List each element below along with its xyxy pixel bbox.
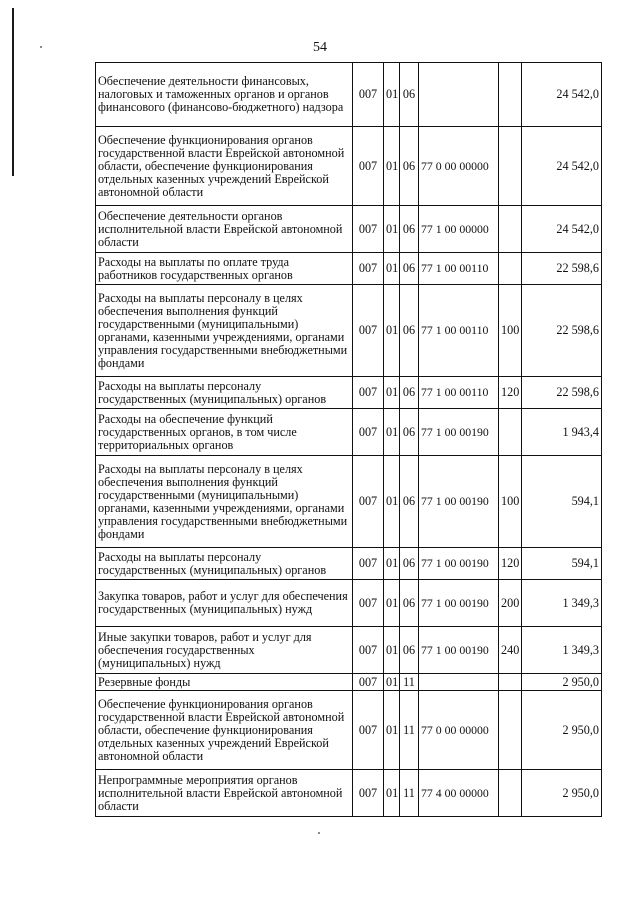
row-amount: 22 598,6 (522, 253, 602, 285)
row-name: Резервные фонды (96, 674, 353, 691)
row-expense-type (499, 674, 522, 691)
row-section-code: 01 (384, 548, 400, 580)
row-grbs-code: 007 (353, 63, 384, 127)
row-expense-type: 120 (499, 548, 522, 580)
row-target-article: 77 0 00 00000 (419, 127, 499, 206)
row-name: Обеспечение функционирования органов государственной власти Еврейской автономной области, обеспечение функционирования отдельных казенных учреждений Еврейской автономной области (96, 127, 353, 206)
row-subsection-code: 06 (400, 127, 419, 206)
budget-table (95, 62, 602, 817)
row-target-article: 77 1 00 00190 (419, 548, 499, 580)
row-section-code: 01 (384, 63, 400, 127)
row-name: Закупка товаров, работ и услуг для обеспечения государственных (муниципальных) нужд (96, 580, 353, 627)
row-amount: 594,1 (522, 456, 602, 548)
row-section-code: 01 (384, 770, 400, 817)
row-expense-type (499, 206, 522, 253)
table-row (96, 253, 602, 285)
table-row (96, 580, 602, 627)
table-row (96, 285, 602, 377)
table-row (96, 206, 602, 253)
row-amount: 1 943,4 (522, 409, 602, 456)
row-name: Расходы на обеспечение функций государственных органов, в том числе территориальных органов (96, 409, 353, 456)
row-subsection-code: 06 (400, 63, 419, 127)
row-name: Непрограммные мероприятия органов исполнительной власти Еврейской автономной области (96, 770, 353, 817)
row-grbs-code: 007 (353, 770, 384, 817)
row-grbs-code: 007 (353, 691, 384, 770)
row-amount: 24 542,0 (522, 63, 602, 127)
row-grbs-code: 007 (353, 548, 384, 580)
margin-line (12, 8, 14, 176)
row-grbs-code: 007 (353, 206, 384, 253)
row-subsection-code: 11 (400, 691, 419, 770)
row-name: Расходы на выплаты по оплате труда работников государственных органов (96, 253, 353, 285)
row-expense-type (499, 770, 522, 817)
row-subsection-code: 06 (400, 285, 419, 377)
scan-speck (318, 832, 320, 834)
table-row (96, 409, 602, 456)
row-subsection-code: 06 (400, 548, 419, 580)
table-row (96, 456, 602, 548)
table-row (96, 691, 602, 770)
row-name: Иные закупки товаров, работ и услуг для обеспечения государственных (муниципальных) нужд (96, 627, 353, 674)
table-row (96, 770, 602, 817)
row-section-code: 01 (384, 674, 400, 691)
row-amount: 24 542,0 (522, 206, 602, 253)
row-expense-type (499, 127, 522, 206)
row-amount: 2 950,0 (522, 691, 602, 770)
row-expense-type: 240 (499, 627, 522, 674)
table-row (96, 627, 602, 674)
row-section-code: 01 (384, 253, 400, 285)
row-subsection-code: 06 (400, 409, 419, 456)
table-row (96, 674, 602, 691)
row-expense-type: 200 (499, 580, 522, 627)
row-name: Расходы на выплаты персоналу государственных (муниципальных) органов (96, 548, 353, 580)
row-grbs-code: 007 (353, 456, 384, 548)
row-name: Расходы на выплаты персоналу в целях обеспечения выполнения функций государственными (муниципальными) органами, казенными учреждениями, органами управления государственными внебюджетными фондами (96, 285, 353, 377)
row-target-article: 77 1 00 00000 (419, 206, 499, 253)
row-name: Расходы на выплаты персоналу государственных (муниципальных) органов (96, 377, 353, 409)
row-target-article: 77 0 00 00000 (419, 691, 499, 770)
row-grbs-code: 007 (353, 627, 384, 674)
row-name: Обеспечение деятельности финансовых, налоговых и таможенных органов и органов финансового (финансово-бюджетного) надзора (96, 63, 353, 127)
row-subsection-code: 06 (400, 206, 419, 253)
row-subsection-code: 06 (400, 456, 419, 548)
table-body (96, 63, 602, 817)
row-subsection-code: 06 (400, 253, 419, 285)
row-expense-type (499, 409, 522, 456)
row-section-code: 01 (384, 285, 400, 377)
row-amount: 24 542,0 (522, 127, 602, 206)
row-amount: 22 598,6 (522, 377, 602, 409)
row-grbs-code: 007 (353, 580, 384, 627)
table-row (96, 127, 602, 206)
row-target-article: 77 1 00 00190 (419, 409, 499, 456)
row-name: Обеспечение функционирования органов государственной власти Еврейской автономной области, обеспечение функционирования отдельных казенных учреждений Еврейской автономной области (96, 691, 353, 770)
row-target-article (419, 63, 499, 127)
row-target-article: 77 1 00 00190 (419, 580, 499, 627)
row-section-code: 01 (384, 409, 400, 456)
row-section-code: 01 (384, 691, 400, 770)
row-section-code: 01 (384, 627, 400, 674)
row-grbs-code: 007 (353, 377, 384, 409)
row-grbs-code: 007 (353, 253, 384, 285)
row-target-article (419, 674, 499, 691)
row-grbs-code: 007 (353, 674, 384, 691)
row-expense-type: 100 (499, 285, 522, 377)
row-subsection-code: 06 (400, 627, 419, 674)
row-section-code: 01 (384, 127, 400, 206)
row-subsection-code: 11 (400, 674, 419, 691)
row-section-code: 01 (384, 206, 400, 253)
row-name: Обеспечение деятельности органов исполнительной власти Еврейской автономной области (96, 206, 353, 253)
row-amount: 1 349,3 (522, 627, 602, 674)
row-target-article: 77 1 00 00190 (419, 627, 499, 674)
row-name: Расходы на выплаты персоналу в целях обеспечения выполнения функций государственными (муниципальными) органами, казенными учреждениями, органами управления государственными внебюджетными фондами (96, 456, 353, 548)
row-amount: 2 950,0 (522, 674, 602, 691)
table-row (96, 548, 602, 580)
row-section-code: 01 (384, 377, 400, 409)
row-expense-type (499, 253, 522, 285)
page-number: 54 (313, 40, 327, 55)
row-target-article: 77 1 00 00110 (419, 253, 499, 285)
row-grbs-code: 007 (353, 285, 384, 377)
row-grbs-code: 007 (353, 409, 384, 456)
row-section-code: 01 (384, 456, 400, 548)
row-expense-type (499, 63, 522, 127)
row-subsection-code: 06 (400, 580, 419, 627)
row-amount: 2 950,0 (522, 770, 602, 817)
row-expense-type (499, 691, 522, 770)
table-row (96, 377, 602, 409)
row-subsection-code: 11 (400, 770, 419, 817)
row-amount: 594,1 (522, 548, 602, 580)
row-target-article: 77 1 00 00110 (419, 285, 499, 377)
row-amount: 1 349,3 (522, 580, 602, 627)
row-section-code: 01 (384, 580, 400, 627)
row-target-article: 77 1 00 00190 (419, 456, 499, 548)
row-grbs-code: 007 (353, 127, 384, 206)
row-subsection-code: 06 (400, 377, 419, 409)
row-amount: 22 598,6 (522, 285, 602, 377)
row-target-article: 77 1 00 00110 (419, 377, 499, 409)
row-target-article: 77 4 00 00000 (419, 770, 499, 817)
row-expense-type: 100 (499, 456, 522, 548)
table-row (96, 63, 602, 127)
row-expense-type: 120 (499, 377, 522, 409)
